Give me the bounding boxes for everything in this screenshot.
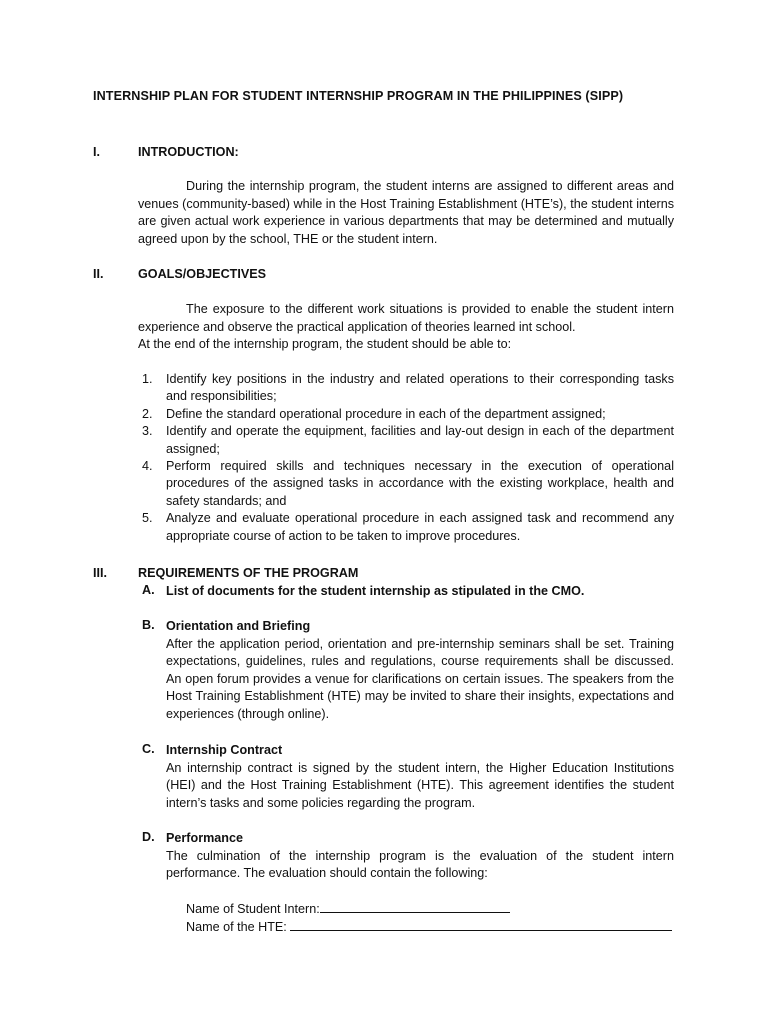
requirement-d — [138, 830, 674, 883]
requirement-letter: B. — [142, 618, 155, 632]
list-item-text: Identify and operate the equipment, facilities and lay-out design in each of the department assigned; — [166, 424, 674, 456]
intro-paragraph — [138, 178, 674, 248]
list-item-text: Perform required skills and techniques necessary in the execution of operational procedures of the assigned tasks in accordance with the existing workplace, health and safety standards; and — [166, 459, 674, 508]
section-number-goals: II. — [93, 267, 104, 281]
goals-paragraph — [138, 301, 674, 336]
list-item — [138, 371, 674, 406]
goals-lead: At the end of the internship program, the student should be able to: — [138, 337, 512, 351]
intro-paragraph-text: During the internship program, the student interns are assigned to different areas and venues (community-based) while in the Host Training Establishment (HTE’s), the student interns are given actual work experience in various departments that may be determined and mutually agreed upon by the school, THE or the student intern. — [138, 179, 674, 246]
document-title: INTERNSHIP PLAN FOR STUDENT INTERNSHIP PROGRAM IN THE PHILIPPINES (SIPP) — [93, 89, 624, 103]
requirement-heading: List of documents for the student internship as stipulated in the CMO. — [166, 584, 585, 598]
list-item — [138, 423, 674, 458]
list-number: 1. — [142, 372, 153, 386]
list-number: 2. — [142, 406, 153, 421]
section-number-requirements: III. — [93, 566, 107, 580]
list-number: 5. — [142, 511, 153, 526]
requirement-body: The culmination of the internship program is the evaluation of the student intern performance. The evaluation should contain the following: — [166, 848, 674, 881]
requirement-letter: D. — [142, 830, 155, 844]
requirement-c — [138, 742, 674, 812]
student-intern-name-label: Name of Student Intern: — [186, 902, 320, 916]
requirement-a — [138, 583, 674, 601]
requirement-heading: Performance — [166, 831, 243, 845]
list-item-text: Analyze and evaluate operational procedure in each assigned task and recommend any appropriate course of action to be taken to improve procedures. — [166, 511, 674, 543]
section-number-intro: I. — [93, 145, 100, 159]
list-item-text: Identify key positions in the industry and related operations to their corresponding tasks and responsibilities; — [166, 372, 674, 404]
hte-name-line[interactable] — [290, 918, 672, 931]
list-number: 4. — [142, 459, 153, 474]
list-item — [138, 406, 674, 423]
section-heading-intro: INTRODUCTION: — [138, 145, 239, 159]
hte-name-field[interactable] — [186, 918, 672, 937]
list-item-text: Define the standard operational procedure in each of the department assigned; — [166, 406, 606, 421]
hte-name-label: Name of the HTE: — [186, 920, 291, 934]
list-item — [138, 510, 674, 545]
requirement-heading: Orientation and Briefing — [166, 619, 311, 633]
section-heading-goals: GOALS/OBJECTIVES — [138, 267, 267, 281]
objectives-list — [138, 371, 674, 545]
list-item — [138, 458, 674, 510]
list-number: 3. — [142, 424, 153, 439]
student-intern-name-line[interactable] — [320, 900, 510, 913]
requirement-b — [138, 618, 674, 724]
requirement-heading: Internship Contract — [166, 743, 283, 757]
requirement-letter: A. — [142, 583, 155, 597]
requirement-letter: C. — [142, 742, 155, 756]
requirement-body: After the application period, orientation and pre-internship seminars shall be set. Training expectations, guidelines, rules and regulations, course requirements shall be discussed. An open forum provides a venue for clarifications on certain issues. The speakers from the Host Training Establishment (HTE) may be invited to share their insights, expectations and experiences (through online). — [166, 636, 674, 721]
goals-paragraph-text: The exposure to the different work situations is provided to enable the student intern experience and observe the practical application of theories learned int school. — [138, 302, 674, 334]
student-intern-name-field[interactable] — [186, 900, 510, 919]
section-heading-requirements: REQUIREMENTS OF THE PROGRAM — [138, 566, 359, 580]
requirement-body: An internship contract is signed by the student intern, the Higher Education Institutions (HEI) and the Host Training Establishment (HTE). This agreement identifies the student intern’s tasks and some policies regarding the program. — [166, 760, 674, 810]
